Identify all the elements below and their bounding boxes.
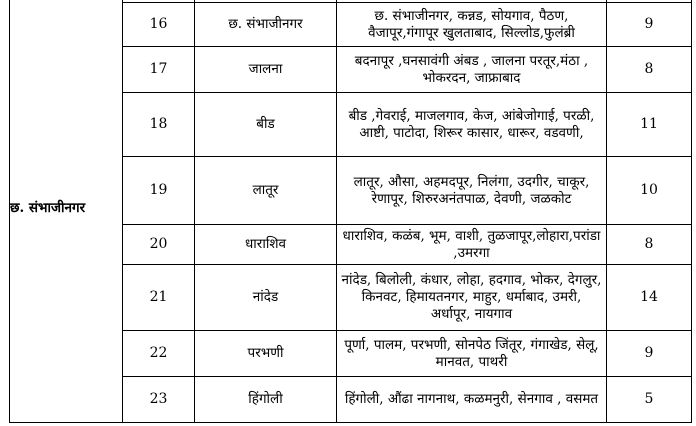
district-name: छ. संभाजीनगर (195, 3, 337, 47)
taluka-count: 9 (607, 3, 692, 47)
taluka-list: बीड ,गेवराई, माजलगाव, केज, आंबेजोगाई, परळी, आष्टी, पाटोदा, शिरूर कासार, धारूर, वडवणी, (337, 93, 607, 157)
division-table (9, 0, 692, 423)
taluka-count: 8 (607, 47, 692, 93)
taluka-list: बदनापूर ,घनसावंगी अंबड , जालना परतूर,मंठा , भोकरदन, जाफ्राबाद (337, 47, 607, 93)
taluka-count: 11 (607, 93, 692, 157)
taluka-count: 10 (607, 157, 692, 225)
district-name: बीड (195, 93, 337, 157)
district-name: नांदेड (195, 265, 337, 331)
row-number: 20 (123, 225, 195, 265)
district-name: लातूर (195, 157, 337, 225)
taluka-list: धाराशिव, कळंब, भूम, वाशी, तुळजापूर,लोहारा,परांडा ,उमरगा (337, 225, 607, 265)
row-number: 17 (123, 47, 195, 93)
row-number: 22 (123, 331, 195, 377)
district-name: हिंगोली (195, 377, 337, 423)
taluka-list: हिंगोली, औंढा नागनाथ, कळमनुरी, सेनगाव , वसमत (337, 377, 607, 423)
row-number: 23 (123, 377, 195, 423)
row-number: 21 (123, 265, 195, 331)
row-number: 18 (123, 93, 195, 157)
district-name: परभणी (195, 331, 337, 377)
taluka-count: 8 (607, 225, 692, 265)
taluka-count: 14 (607, 265, 692, 331)
district-name: जालना (195, 47, 337, 93)
district-name: धाराशिव (195, 225, 337, 265)
taluka-count: 5 (607, 377, 692, 423)
row-number: 19 (123, 157, 195, 225)
taluka-count: 9 (607, 331, 692, 377)
taluka-list: नांदेड, बिलोली, कंधार, लोहा, हदगाव, भोकर, देगलुर, किनवट, हिमायतनगर, माहुर, धर्माबाद, उमरी, अर्धापूर, नायगाव (337, 265, 607, 331)
division-cell (10, 0, 123, 423)
taluka-list: छ. संभाजीनगर, कन्नड, सोयगाव, पैठण, वैजापूर,गंगापूर खुलताबाद, सिल्लोड,फुलंब्री (337, 3, 607, 47)
taluka-list: लातूर, औसा, अहमदपूर, निलंगा, उदगीर, चाकूर, रेणापूर, शिरुरअनंतपाळ, देवणी, जळकोट (337, 157, 607, 225)
taluka-list: पूर्णा, पालम, परभणी, सोनपेठ जिंतूर, गंगाखेड, सेलू, मानवत, पाथरी (337, 331, 607, 377)
division-name: छ. संभाजीनगर (10, 200, 86, 216)
row-number: 16 (123, 3, 195, 47)
